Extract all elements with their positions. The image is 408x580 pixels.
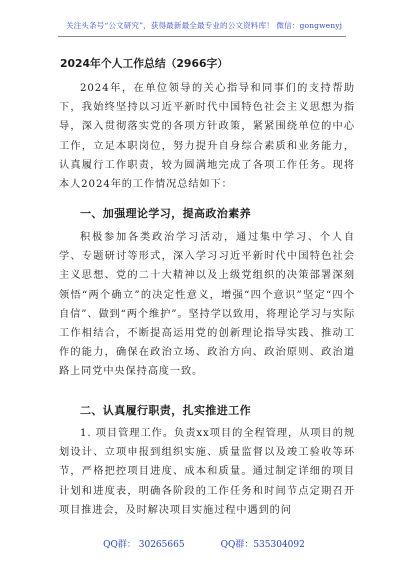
section-1-paragraph: 积极参加各类政治学习活动，通过集中学习、个人自学、专题研讨等形式，深入学习习近平新时代中国特色社会主义思想、党的二十大精神以及上级党组织的决策部署深刻领悟“两个确立”的决定性意义，增强“四个意识”坚定“四个自信”、做到“两个维护”。坚持学以致用，将理论学习与实际工作相结合，不断提高运用党的创新理论指导实践、推动工作的能力，确保在政治立场、政治方向、政治原则、政治道路上同党中央保持高度一致。 <box>59 232 355 378</box>
footer-contacts <box>0 537 408 550</box>
intro-paragraph: 2024年，在单位领导的关心指导和同事们的支持帮助下，我始终坚持以习近平新时代中国特色社会主义思想为指导，深入贯彻落实党的各项方针政策，紧紧围绕单位的中心工作，立足本职岗位，努力提升自身综合素质和业务能力，认真履行工作职责，较为圆满地完成了各项工作任务。现将本人2024年的工作情况总结如下： <box>59 83 355 191</box>
document-title: 2024年个人工作总结（2966字） <box>60 57 229 70</box>
section-2-paragraph: 1. 项目管理工作。负责xx项目的全程管理，从项目的规划设计、立项申报到组织实施、质量监督以及竣工验收等环节，严格把控项目进度、成本和质量。通过制定详细的项目计划和进度表，明确各阶段的工作任务和时间节点定期召开项目推进会，及时解决项目实施过程中遇到的问 <box>59 428 355 516</box>
footer-qq-group-2: QQ群：535304092 <box>220 540 305 550</box>
footer-qq-group-1: QQ群： 30265665 <box>103 540 185 550</box>
section-heading-2: 二、认真履行职责，扎实推进工作 <box>80 404 251 417</box>
header-notice: 关注头条号“公文研究”，获得最新最全最专业的公文资料库！ 微信：gongwenyj <box>65 21 343 30</box>
header-divider <box>58 36 346 37</box>
section-heading-1: 一、加强理论学习，提高政治素养 <box>80 207 251 220</box>
